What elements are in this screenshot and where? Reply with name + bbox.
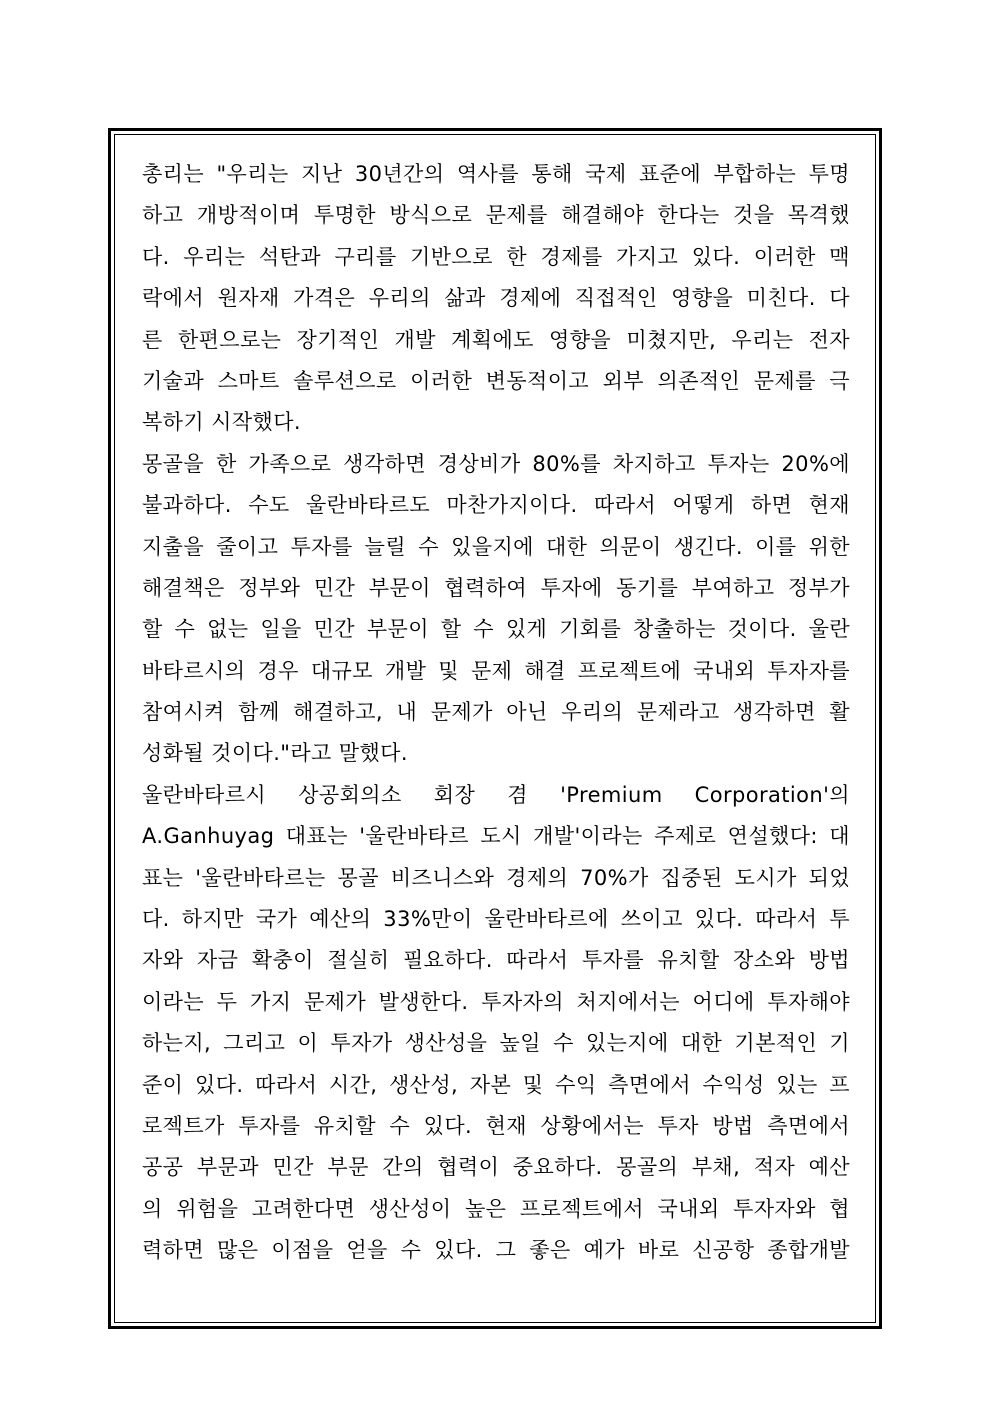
document-body [142,154,850,1272]
text-line: 기술과 스마트 솔루션으로 이러한 변동적이고 외부 의존적인 문제를 극 [142,368,850,393]
text-line: 하는지, 그리고 이 투자가 생산성을 높일 수 있는지에 대한 기본적인 기 [142,1031,850,1056]
text-line: 참여시켜 함께 해결하고, 내 문제가 아닌 우리의 문제라고 생각하면 활 [142,700,850,725]
text-line: 바타르시의 경우 대규모 개발 및 문제 해결 프로젝트에 국내외 투자자를 [142,658,850,683]
text-line: A.Ganhuyag 대표는 '울란바타르 도시 개발'이라는 주제로 연설했다: 대 [142,824,850,849]
text-line: 다. 우리는 석탄과 구리를 기반으로 한 경제를 가지고 있다. 이러한 맥 [142,244,850,269]
text-line: 로젝트가 투자를 유치할 수 있다. 현재 상황에서는 투자 방법 측면에서 [142,1113,850,1138]
text-line: 하고 개방적이며 투명한 방식으로 문제를 해결해야 한다는 것을 목격했 [142,203,850,228]
text-line: 불과하다. 수도 울란바타르도 마찬가지이다. 따라서 어떻게 하면 현재 [142,493,850,518]
text-line: 자와 자금 확충이 절실히 필요하다. 따라서 투자를 유치할 장소와 방법 [142,948,850,973]
text-line: 표는 '울란바타르는 몽골 비즈니스와 경제의 70%가 집중된 도시가 되었 [142,865,850,890]
text-line: 다. 하지만 국가 예산의 33%만이 울란바타르에 쓰이고 있다. 따라서 투 [142,907,850,932]
text-line: 총리는 "우리는 지난 30년간의 역사를 통해 국제 표준에 부합하는 투명 [142,162,850,186]
text-line: 할 수 없는 일을 민간 부문이 할 수 있게 기회를 창출하는 것이다. 울란 [142,617,850,642]
text-line: 공공 부문과 민간 부문 간의 협력이 중요하다. 몽골의 부채, 적자 예산 [142,1155,850,1180]
text-line: 력하면 많은 이점을 얻을 수 있다. 그 좋은 예가 바로 신공항 종합개발 [142,1238,850,1263]
text-line: 지출을 줄이고 투자를 늘릴 수 있을지에 대한 의문이 생긴다. 이를 위한 [142,534,850,559]
paragraph-1 [142,154,850,444]
text-line: 복하기 시작했다. [142,410,301,435]
paragraph-3 [142,775,850,1272]
text-line: 준이 있다. 따라서 시간, 생산성, 자본 및 수익 측면에서 수익성 있는 프 [142,1072,850,1097]
text-line: 락에서 원자재 가격은 우리의 삶과 경제에 직접적인 영향을 미친다. 다 [142,286,850,311]
text-line: 울란바타르시 상공회의소 회장 겸 'Premium Corporation'의 [142,782,850,807]
text-line: 몽골을 한 가족으로 생각하면 경상비가 80%를 차지하고 투자는 20%에 [142,451,850,476]
text-line: 의 위험을 고려한다면 생산성이 높은 프로젝트에서 국내외 투자자와 협 [142,1196,850,1221]
paragraph-2 [142,444,850,775]
text-line: 해결책은 정부와 민간 부문이 협력하여 투자에 동기를 부여하고 정부가 [142,575,850,600]
text-line: 이라는 두 가지 문제가 발생한다. 투자자의 처지에서는 어디에 투자해야 [142,989,850,1014]
text-line: 른 한편으로는 장기적인 개발 계획에도 영향을 미쳤지만, 우리는 전자 [142,327,850,352]
text-line: 성화될 것이다."라고 말했다. [142,741,408,766]
